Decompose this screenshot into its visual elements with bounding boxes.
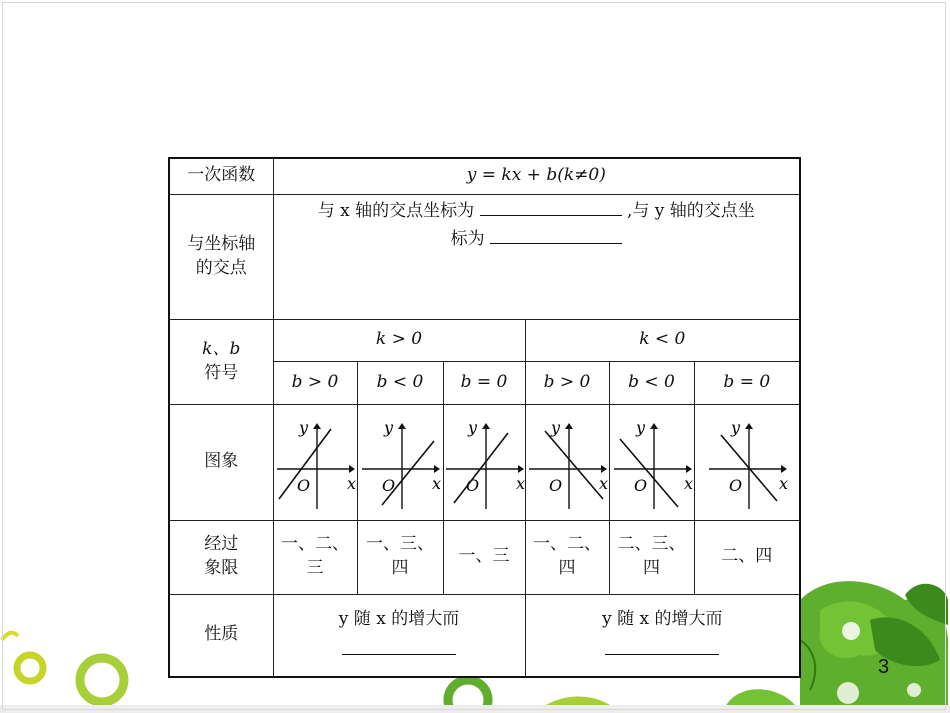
quadrant-cell-2 bbox=[357, 520, 443, 594]
b-case-3: b = 0 bbox=[443, 361, 525, 404]
property-k-negative-text: y 随 x 的增大而 bbox=[602, 608, 723, 629]
row-label-quadrants bbox=[169, 520, 273, 594]
quadrant-cell-6-line1: 二、四 bbox=[721, 546, 773, 567]
quadrant-cell-1-line2: 三 bbox=[306, 558, 324, 578]
property-k-positive-text: y 随 x 的增大而 bbox=[338, 608, 460, 629]
row-label-intersection-line1: 与坐标轴 bbox=[187, 233, 256, 254]
x-axis-arrow bbox=[601, 465, 607, 473]
x-axis-label: x bbox=[778, 474, 788, 493]
x-axis-arrow bbox=[518, 465, 524, 473]
quadrant-cell-4-line1: 一、二、 bbox=[533, 534, 601, 555]
origin-label: O bbox=[466, 476, 480, 495]
row-label-intersection-line2: 的交点 bbox=[195, 257, 247, 278]
y-axis-label: y bbox=[384, 418, 394, 437]
y-axis-label: y bbox=[730, 418, 740, 437]
y-axis-label: y bbox=[299, 418, 309, 437]
row-label-signs-line1: k、b bbox=[202, 338, 241, 359]
function-formula: y = kx + b(k≠0) bbox=[273, 158, 800, 194]
origin-label: O bbox=[297, 476, 311, 495]
y-axis-label: y bbox=[551, 418, 561, 437]
quadrant-cell-4 bbox=[525, 520, 609, 594]
row-label-quadrants-line1: 经过 bbox=[204, 534, 239, 555]
graph-5 bbox=[612, 413, 692, 511]
quadrant-cell-2-line1: 一、三、 bbox=[366, 534, 434, 555]
x-axis-arrow bbox=[781, 465, 787, 473]
x-axis-arrow bbox=[434, 465, 440, 473]
function-line bbox=[382, 441, 434, 505]
quadrant-cell-3 bbox=[443, 520, 525, 594]
intersection-text-part2: ,与 y 轴的交点坐 bbox=[626, 200, 755, 221]
b-case-1: b > 0 bbox=[273, 361, 357, 404]
x-axis-label: x bbox=[516, 474, 526, 493]
graph-4 bbox=[527, 413, 607, 511]
y-intersection-blank[interactable] bbox=[490, 223, 622, 244]
graph-3 bbox=[444, 413, 524, 511]
quadrant-cell-6 bbox=[694, 520, 800, 594]
y-axis-label: y bbox=[635, 418, 645, 437]
row-label-property: 性质 bbox=[169, 594, 273, 677]
row-label-quadrants-line2: 象限 bbox=[204, 558, 239, 578]
x-intersection-blank[interactable] bbox=[480, 195, 622, 216]
x-axis-arrow bbox=[686, 465, 692, 473]
quadrant-cell-5-line2: 四 bbox=[643, 558, 660, 578]
graph-cell-6 bbox=[694, 404, 800, 520]
graph-2 bbox=[360, 413, 440, 511]
row-label-function: 一次函数 bbox=[169, 158, 273, 194]
origin-label: O bbox=[549, 476, 563, 495]
x-axis-label: x bbox=[599, 474, 609, 493]
quadrant-cell-2-line2: 四 bbox=[391, 558, 409, 578]
b-case-2: b < 0 bbox=[357, 361, 443, 404]
page-number: 3 bbox=[878, 656, 890, 678]
origin-label: O bbox=[633, 476, 647, 495]
x-axis-label: x bbox=[432, 474, 442, 493]
row-label-intersection bbox=[169, 194, 273, 319]
k-negative-header: k < 0 bbox=[525, 319, 800, 361]
linear-function-table bbox=[168, 157, 801, 678]
row-label-signs-line2: 符号 bbox=[204, 362, 239, 383]
b-case-5: b < 0 bbox=[609, 361, 694, 404]
k-positive-header: k > 0 bbox=[273, 319, 525, 361]
graph-cell-1 bbox=[273, 404, 357, 520]
y-axis-arrow bbox=[482, 423, 490, 429]
y-axis-arrow bbox=[313, 423, 321, 429]
quadrant-cell-5 bbox=[609, 520, 694, 594]
y-axis-arrow bbox=[650, 423, 658, 429]
property-k-positive-blank[interactable] bbox=[342, 632, 456, 655]
property-k-negative-blank[interactable] bbox=[605, 632, 719, 655]
graph-cell-4 bbox=[525, 404, 609, 520]
x-axis-label: x bbox=[347, 474, 357, 493]
graph-6 bbox=[707, 413, 787, 511]
quadrant-cell-1-line1: 一、二、 bbox=[281, 534, 349, 555]
y-axis-arrow bbox=[565, 423, 573, 429]
property-k-negative bbox=[525, 594, 800, 677]
x-axis-label: x bbox=[683, 474, 693, 493]
graph-cell-2 bbox=[357, 404, 443, 520]
quadrant-cell-1 bbox=[273, 520, 357, 594]
quadrant-cell-4-line2: 四 bbox=[558, 558, 576, 578]
row-label-graph: 图象 bbox=[169, 404, 273, 520]
y-axis-label: y bbox=[468, 418, 478, 437]
b-case-6: b = 0 bbox=[694, 361, 800, 404]
y-axis-arrow bbox=[745, 423, 753, 429]
b-case-4: b > 0 bbox=[525, 361, 609, 404]
intersection-text-part1: 与 x 轴的交点坐标为 bbox=[317, 200, 475, 221]
x-axis-arrow bbox=[349, 465, 355, 473]
property-k-positive bbox=[273, 594, 525, 677]
intersection-text-part3: 标为 bbox=[450, 229, 485, 250]
row-label-signs bbox=[169, 319, 273, 404]
quadrant-cell-3-line1: 一、三 bbox=[458, 546, 510, 567]
function-line bbox=[620, 439, 678, 507]
origin-label: O bbox=[728, 476, 742, 495]
function-line bbox=[454, 433, 508, 503]
graph-1 bbox=[275, 413, 355, 511]
quadrant-cell-5-line1: 二、三、 bbox=[617, 534, 686, 555]
y-axis-arrow bbox=[398, 423, 406, 429]
graph-cell-5 bbox=[609, 404, 694, 520]
graph-cell-3 bbox=[443, 404, 525, 520]
intersection-question bbox=[273, 194, 800, 319]
origin-label: O bbox=[382, 476, 396, 495]
